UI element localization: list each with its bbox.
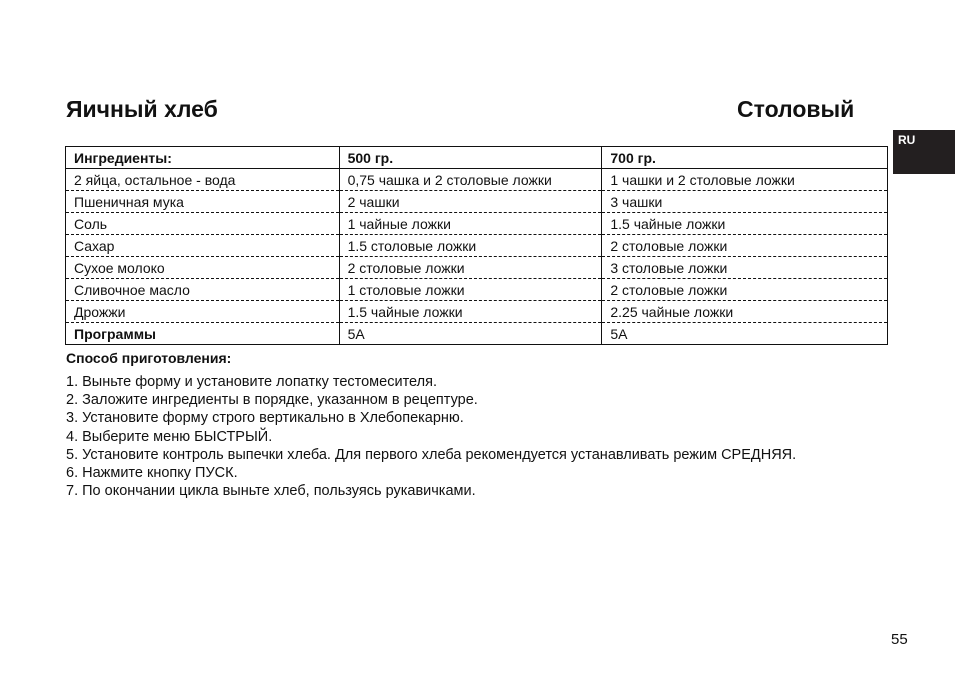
- header-ingredients: Ингредиенты:: [66, 147, 340, 169]
- table-cell: 2 столовые ложки: [602, 235, 888, 257]
- table-cell: 3 столовые ложки: [602, 257, 888, 279]
- table-cell: 1 столовые ложки: [339, 279, 602, 301]
- table-cell: 0,75 чашка и 2 столовые ложки: [339, 169, 602, 191]
- table-cell: 1.5 чайные ложки: [602, 213, 888, 235]
- language-tab: RU: [893, 130, 955, 174]
- table-cell: 2.25 чайные ложки: [602, 301, 888, 323]
- table-cell: 5А: [602, 323, 888, 345]
- recipe-subtitle: Столовый: [737, 96, 855, 122]
- method-steps: [66, 373, 796, 500]
- table-cell: 1.5 столовые ложки: [339, 235, 602, 257]
- table-cell: Соль: [66, 213, 340, 235]
- list-item: 6. Нажмите кнопку ПУСК.: [66, 465, 238, 482]
- list-item: 4. Выберите меню БЫСТРЫЙ.: [66, 428, 273, 445]
- table-cell: Дрожжи: [66, 301, 340, 323]
- list-item: 1. Выньте форму и установите лопатку тестомесителя.: [66, 374, 437, 390]
- table-cell: 1.5 чайные ложки: [339, 301, 602, 323]
- table-cell: 2 чашки: [339, 191, 602, 213]
- table-row-programs: [66, 323, 888, 345]
- list-item: 3. Установите форму строго вертикально в Хлебопекарню.: [66, 410, 464, 427]
- list-item: 7. По окончании цикла выньте хлеб, пользуясь рукавичками.: [66, 483, 476, 500]
- table-cell: Сливочное масло: [66, 279, 340, 301]
- table-cell: Программы: [66, 323, 340, 345]
- table-row: [66, 213, 888, 235]
- table-row: [66, 301, 888, 323]
- table-cell: 1 чайные ложки: [339, 213, 602, 235]
- table-row: [66, 191, 888, 213]
- table-row: [66, 279, 888, 301]
- table-cell: 2 яйца, остальное - вода: [66, 169, 340, 191]
- table-cell: Пшеничная мука: [66, 191, 340, 213]
- method-title: Способ приготовления:: [66, 350, 232, 366]
- page-number: 55: [891, 631, 908, 648]
- header-500g: 500 гр.: [339, 147, 602, 169]
- table-row: [66, 257, 888, 279]
- table-cell: 2 столовые ложки: [602, 279, 888, 301]
- table-cell: Сухое молоко: [66, 257, 340, 279]
- list-item: 5. Установите контроль выпечки хлеба. Для первого хлеба рекомендуется устанавливать режим СРЕДНЯЯ.: [66, 446, 797, 463]
- table-cell: 2 столовые ложки: [339, 257, 602, 279]
- ingredients-table: [65, 146, 888, 345]
- table-cell: 1 чашки и 2 столовые ложки: [602, 169, 888, 191]
- table-cell: Сахар: [66, 235, 340, 257]
- table-cell: 5А: [339, 323, 602, 345]
- recipe-title: Яичный хлеб: [66, 96, 218, 122]
- table-row: [66, 235, 888, 257]
- table-row: [66, 169, 888, 191]
- table-cell: 3 чашки: [602, 191, 888, 213]
- header-700g: 700 гр.: [602, 147, 888, 169]
- list-item: 2. Заложите ингредиенты в порядке, указанном в рецептуре.: [66, 392, 478, 409]
- table-header-row: [66, 147, 888, 169]
